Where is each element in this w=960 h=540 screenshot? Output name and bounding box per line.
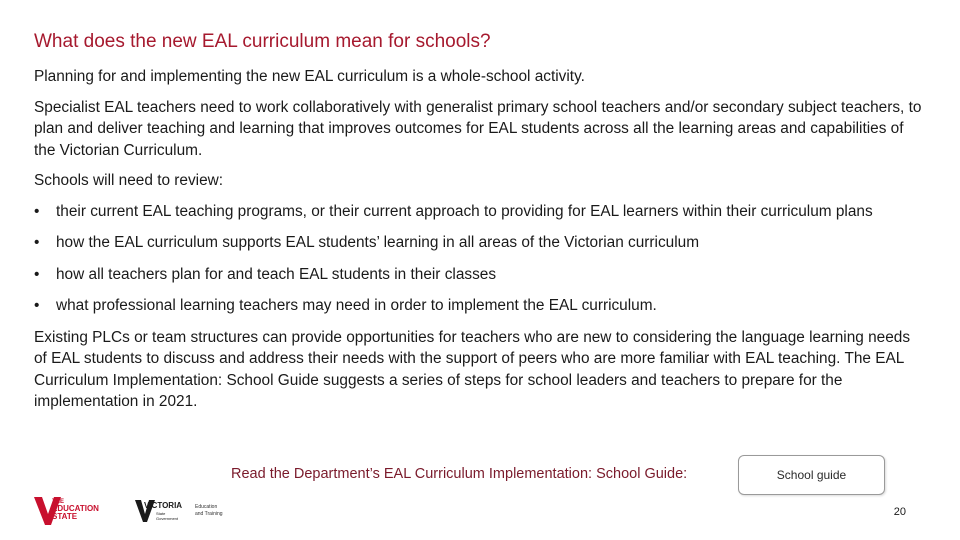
footer-logos <box>30 494 240 528</box>
bullet-text: how the EAL curriculum supports EAL students’ learning in all areas of the Victorian curriculum <box>56 234 700 251</box>
intro-paragraph: Planning for and implementing the new EAL curriculum is a whole-school activity. <box>34 68 585 85</box>
logo-text: EDUCATION <box>52 504 99 513</box>
school-guide-prompt: Read the Department’s EAL Curriculum Implementation: School Guide: <box>231 466 688 482</box>
bullet-marker: • <box>34 234 40 251</box>
bullet-text: what professional learning teachers may need in order to implement the EAL curriculum. <box>56 297 657 314</box>
education-training-logo <box>195 504 223 517</box>
education-state-logo <box>34 497 99 525</box>
bullet-text: their current EAL teaching programs, or their current approach to providing for EAL learners within their curriculum plans <box>56 202 873 220</box>
school-guide-button[interactable]: School guide <box>738 455 885 495</box>
review-lead-paragraph: Schools will need to review: <box>34 172 224 189</box>
page-number: 20 <box>893 506 906 518</box>
bullet-marker: • <box>34 202 40 220</box>
bullet-marker: • <box>34 297 40 314</box>
list-item <box>34 295 926 317</box>
logo-text: VICTORIA <box>144 501 183 510</box>
logo-text: THE <box>52 499 64 505</box>
collaboration-paragraph: Specialist EAL teachers need to work collaboratively with generalist primary school teachers and/or secondary subject teachers, to plan and deliver teaching and learning that improves outcomes for EAL students across all the learning areas and capabilities of the Victorian Curriculum. <box>34 98 922 159</box>
logo-text: State <box>156 511 166 516</box>
bullet-text: how all teachers plan for and teach EAL students in their classes <box>56 265 497 283</box>
logo-text: STATE <box>52 512 78 521</box>
list-item <box>34 201 926 223</box>
slide-title: What does the new EAL curriculum mean for schools? <box>34 31 491 52</box>
closing-paragraph: Existing PLCs or team structures can provide opportunities for teachers who are new to considering the language learning needs of EAL students to discuss and address their needs with the support of peers who are more familiar with EAL teaching. The EAL Curriculum Implementation: School Guide suggests a series of steps for school leaders and teachers to prepare for the implementation in 2021. <box>34 328 911 410</box>
bullet-marker: • <box>34 265 40 283</box>
logo-text: Government <box>156 516 179 521</box>
list-item <box>34 264 926 286</box>
victoria-state-government-logo <box>135 500 182 522</box>
list-item <box>34 232 926 254</box>
logo-text: Education <box>195 504 218 510</box>
review-bullet-list <box>34 201 926 317</box>
logo-text: and Training <box>195 511 223 517</box>
slide-content <box>34 66 926 422</box>
